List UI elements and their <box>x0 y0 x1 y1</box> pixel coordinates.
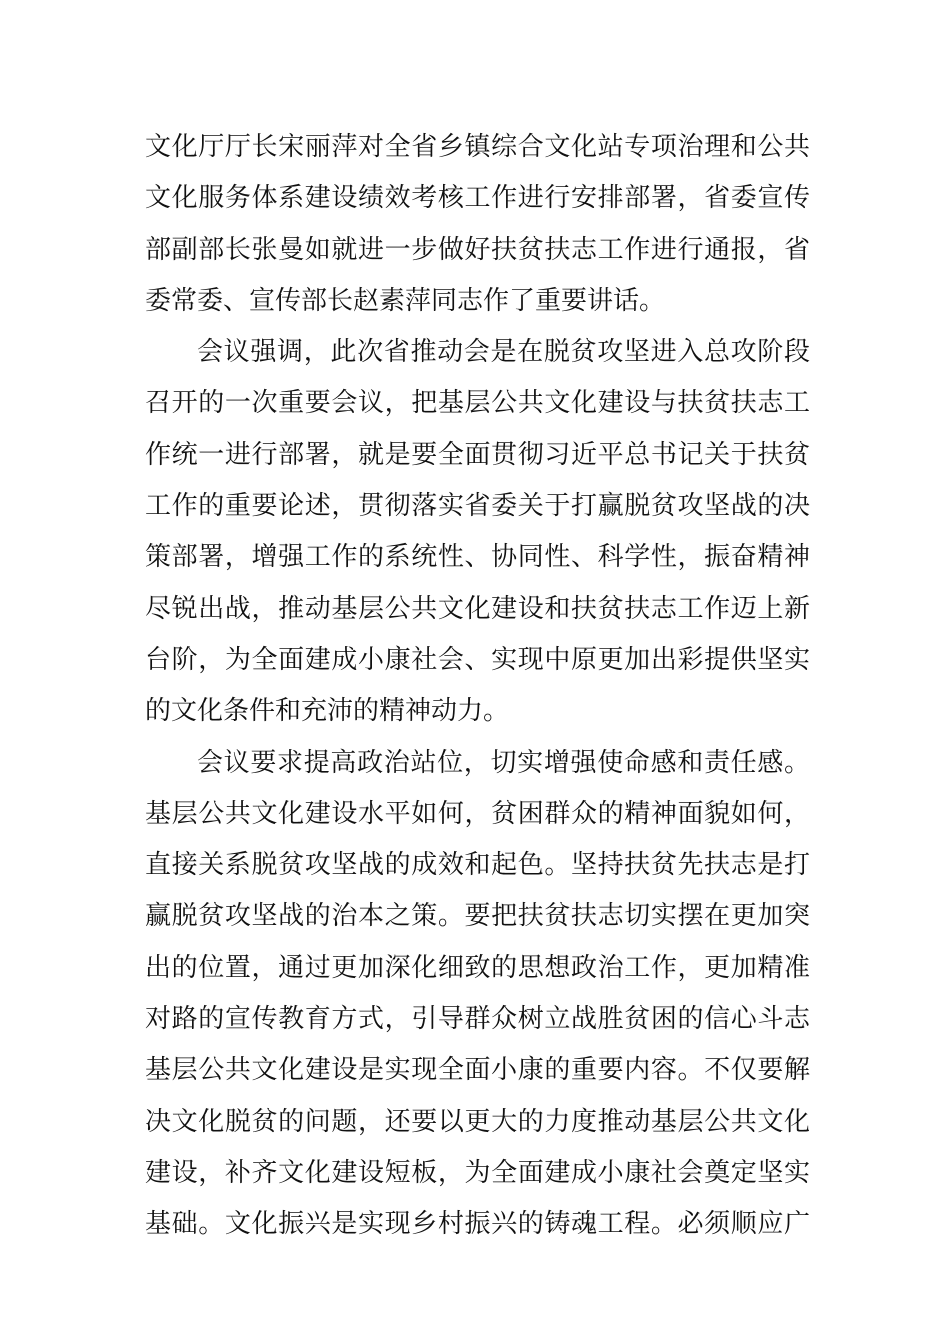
text-line: 决文化脱贫的问题，还要以更大的力度推动基层公共文化 <box>145 1106 810 1137</box>
text-line: 建设，补齐文化建设短板，为全面建成小康社会奠定坚实 <box>145 1157 810 1188</box>
text-line: 出的位置，通过更加深化细致的思想政治工作，更加精准 <box>145 952 810 983</box>
paragraph-start-line: 会议要求提高政治站位，切实增强使命感和责任感。 <box>197 747 810 778</box>
text-line: 作统一进行部署，就是要全面贯彻习近平总书记关于扶贫 <box>145 439 810 470</box>
text-line: 文化服务体系建设绩效考核工作进行安排部署，省委宣传 <box>145 183 810 214</box>
text-line: 工作的重要论述，贯彻落实省委关于打赢脱贫攻坚战的决 <box>145 491 810 522</box>
text-line: 文化厅厅长宋丽萍对全省乡镇综合文化站专项治理和公共 <box>145 132 810 162</box>
text-line: 对路的宣传教育方式，引导群众树立战胜贫困的信心斗志 <box>145 1004 810 1035</box>
text-line: 台阶，为全面建成小康社会、实现中原更加出彩提供坚实 <box>145 644 810 675</box>
text-line: 委常委、宣传部长赵素萍同志作了重要讲话。 <box>145 285 666 316</box>
paragraph-start-line: 会议强调，此次省推动会是在脱贫攻坚进入总攻阶段 <box>197 337 810 368</box>
text-line: 基础。文化振兴是实现乡村振兴的铸魂工程。必须顺应广 <box>145 1209 810 1240</box>
text-line: 的文化条件和充沛的精神动力。 <box>145 696 510 727</box>
text-line: 赢脱贫攻坚战的治本之策。要把扶贫扶志切实摆在更加突 <box>145 901 810 932</box>
text-line: 基层公共文化建设水平如何，贫困群众的精神面貌如何， <box>145 798 810 829</box>
text-line: 部副部长张曼如就进一步做好扶贫扶志工作进行通报，省 <box>145 234 810 265</box>
body-text <box>145 122 810 1251</box>
text-line: 直接关系脱贫攻坚战的成效和起色。坚持扶贫先扶志是打 <box>145 850 810 881</box>
text-line: 召开的一次重要会议，把基层公共文化建设与扶贫扶志工 <box>145 388 810 419</box>
text-line: 策部署，增强工作的系统性、协同性、科学性，振奋精神 <box>145 542 810 573</box>
text-line: 基层公共文化建设是实现全面小康的重要内容。不仅要解 <box>145 1055 810 1086</box>
text-line: 尽锐出战，推动基层公共文化建设和扶贫扶志工作迈上新 <box>145 593 810 624</box>
